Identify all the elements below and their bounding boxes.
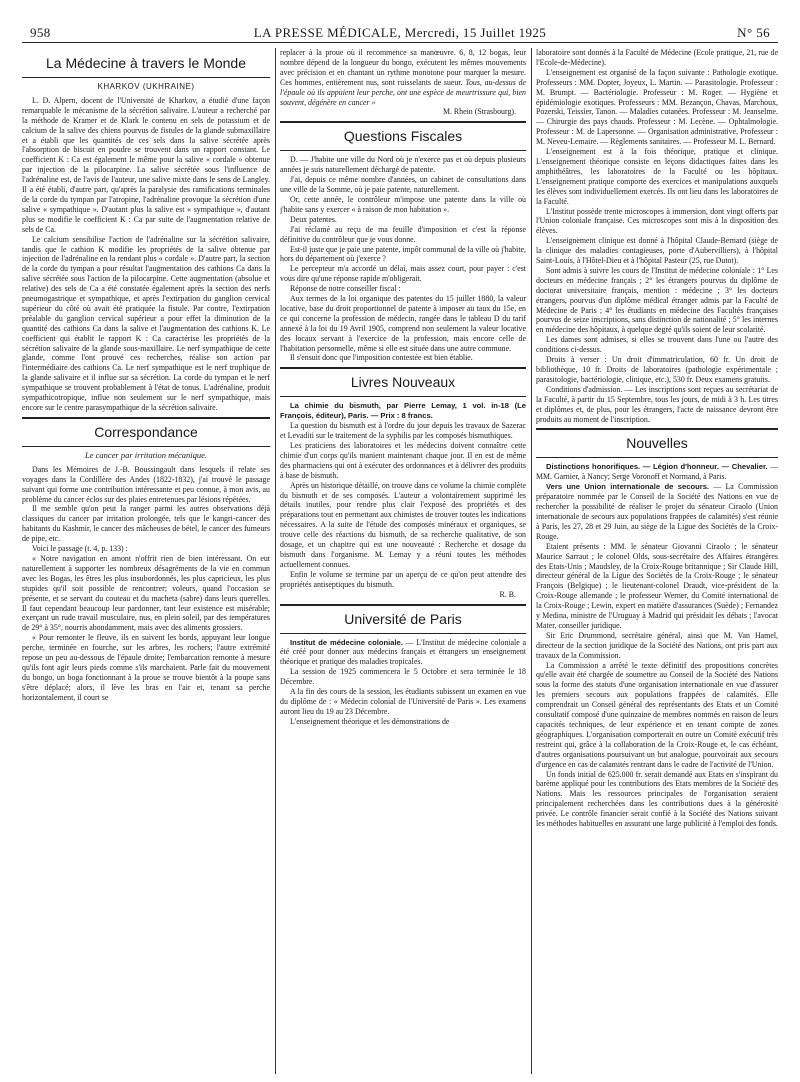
book-lead: La chimie du bismuth, par Pierre Lemay, 1 vol. in-18 (Le François, éditeur), Paris. — Prix : 8 francs. [280,401,526,421]
lead-text: — MM. Garnier, à Nancy; Serge Voronoff et Normand, à Paris. [536,462,778,482]
paragraph [536,482,778,541]
section-title-livres: Livres Nouveaux [280,367,526,397]
paragraph: Droits à verser : Un droit d'immatriculation, 60 fr. Un droit de bibliothèque, 10 fr. Droits de laboratoires (pathologie expérimentale ; parasitologie, bactériologie, clinique, etc.), 530 fr. Deux examens gratuits. [536,355,778,384]
signature: M. Rhein (Strasbourg). [442,107,516,117]
paragraph: D. — J'habite une ville du Nord où je n'exerce pas et où depuis plusieurs années je suis naturellement déchargé de patente. [280,155,526,175]
page-number: 958 [30,25,51,40]
paragraph: L. D. Alpern, docent de l'Université de Kharkov, a étudié d'une façon remarquable le mécanisme de la sécrétion salivaire. L'auteur a recherché par la méthode de Kramer et de Klark le contenu en sels de potassium et de calcium de la salive des chiens pourvus de fistules de la glande submaxillaire et a établi que les quantités de ces sels dans la salive sécrétée après l'absorption de biscuit en poudre se trouvent dans un rapport constant. Le coefficient K : Ca est également le même pour la salive « cordale » obtenue par injection de la pilocarpine. La salive sécrétée sous l'influence de l'adrénaline est, de l'avis de l'auteur, une salive mixte dans le sens de Langley. Il a été établi, d'autre part, qu'après la paralysie des ramifications terminales de la corde du tympan par l'atropine, l'adrénaline provoque la sécrétion d'une salive « sympathique ». D'autant plus la salive est « sympathique », d'autant plus se modifie le coefficient K : Ca par suite de l'augmentation relative de sels de Ca. [22,95,270,234]
lead-bold: Distinctions honorifiques. — Légion d'honneur. — Chevalier. [546,462,768,472]
paragraph: Dans les Mémoires de J.-B. Boussingault dans lesquels il relate ses voyages dans la Cordillère des Andes (1822-1832), j'ai trouvé le passage suivant qui forme une contribution intéressante et peu connue, à mon avis, au problème du cancer éclos sur des plaies entretenues par lésions répétées. [22,464,270,504]
paragraph: Sir Eric Drummond, secrétaire général, ainsi que M. Van Hamel, directeur de la section juridique de la Société des Nations, ont pris part aux travaux de la Commission. [536,630,778,660]
paragraph: L'enseignement est organisé de la façon suivante : Pathologie exotique. Professeurs : MM. Dopter, Joyeux, L. Martin. — Parasitologie. Professeur : M. Brumpt. — Bactériologie. Professeur : M. Roger. — Hygiène et épidémiologie exotiques. Professeurs : MM. Bezançon, Chavas, Marchoux, Pozerski, Teissier, Tanon. — Maladies cutanées. Professeur : M. Jeanselme. — Chirurgie des pays chauds. Professeur : M. Lecène. — Ophtalmologie. Professeur : M. de Lapersonne. — Organisation administrative. Professeur : M. Neveu-Lemaire. — Règlements sanitaires. — Professeur M. L. Bernard. [536,67,778,147]
paragraph [536,462,778,482]
paragraph: « Notre navigation en amont n'offrit rien de bien intéressant. On eut naturellement à supporter les nombreux désagréments de la vie en commun avec les Bogas, les êtres les plus insubordonnés, les plus capricieux, les plus stupides qu'il soit possible de rencontrer; voleurs, quand l'occasion se présente, et se servant du couteau et du macheta (sabre) dans leurs querelles. Il faut cependant beaucoup leur pardonner, tant leur existence est misérable; exerçant un rude travail musculaire, nus, en plein soleil, par des températures de 29° à 35°, nourris abondamment, mais avec des aliments grossiers. [22,553,270,633]
column-divider [531,48,532,1074]
paragraph: Sont admis à suivre les cours de l'Institut de médecine coloniale : 1° Les docteurs en médecine français ; 2° les étrangers pourvus du diplôme de doctorat universitaire français, mention : médecine ; 3° les docteurs étrangers, pourvus d'un diplôme médical étranger admis par la Faculté de Médecine de Paris ; 4° les étudiants en médecine des Facultés françaises pourvus de seize inscriptions, sans distinction de nationalité ; 5° les internes en médecine des hôpitaux, à quelque degré qu'ils soient de leur scolarité. [536,265,778,335]
paragraph: Est-il juste que je paie une patente, impôt communal de la ville où j'habite, hors du département où j'exerce ? [280,244,526,264]
columns [22,48,778,1074]
paragraph: J'ai réclamé au reçu de ma feuille d'imposition et c'est la réponse définitive du contrôleur que je vous donne. [280,224,526,244]
section-subtitle: KHARKOV (UKHRAINE) [97,82,195,91]
column-3 [536,48,778,1074]
lead-text: — La Commission préparatoire nommée par le Conseil de la Société des Nations en vue de rechercher la possibilité de réaliser le projet du sénateur Ciraolo (Union internationale de secours aux populations frappées de calamités) s'est réunie à Paris, les 27, 28 et 29 Juin, au siège de la Ligue des Sociétés de la Croix-Rouge. [536,482,778,541]
paragraph: L'Institut possède trente microscopes à immersion, dont vingt offerts par l'Union coloniale française. Ces microscopes sont mis à la disposition des élèves. [536,206,778,236]
lead-bold: Vers une Union internationale de secours. [546,482,710,492]
section-title-nouvelles: Nouvelles [536,428,778,458]
paragraph: Voici le passage (t. 4, p. 133) : [32,544,128,554]
paragraph: Les praticiens des laboratoires et les médecins doivent connaître cette chimie d'un corps qu'ils manient maintenant chaque jour. Il en est de même des pharmaciens qui ont à exécuter des ordonnances et à délivrer des produits à base de bismuth. [280,441,526,480]
column-1 [22,48,270,1074]
paragraph: Un fonds initial de 625.000 fr. serait demandé aux Etats en s'inspirant du barème appliqué pour les contributions des Etats membres de la Société des Nations. Mais les ressources principales de l'organisation seraient principalement recherchées dans les contributions dues à la générosité privée. Le contrôle financier serait confié à la Société des Nations suivant les méthodes habituelles en assurant une large publicité à l'emploi des fonds. [536,769,778,829]
paragraph: Enfin le volume se termine par un aperçu de ce qu'on peut attendre des propriétés antiseptiques du bismuth. [280,569,526,589]
section-title-medecine: La Médecine à travers le Monde [22,50,270,78]
paragraph: La session de 1925 commencera le 5 Octobre et sera terminée le 18 Décembre. [280,667,526,687]
paragraph: J'ai, depuis ce même nombre d'années, un cabinet de consultations dans une ville de la Somme, où je paie patente, naturellement. [280,175,526,195]
paragraph: Conditions d'admission. — Les inscriptions sont reçues au secrétariat de la Faculté, à partir du 15 Septembre, tous les jours, de midi à 3 h. Les titres et diplômes et, de plus, pour les étrangers, l'acte de naissance devront être produits au moment de l'inscription. [536,384,778,424]
paragraph: Il s'ensuit donc que l'imposition contestée est bien établie. [290,353,473,363]
paragraph: Le calcium sensibilise l'action de l'adrénaline sur la sécrétion salivaire, tandis que le cathion K modifie les propriétés de la salive obtenue par injection de l'adrénaline en la rendant plus « cordale ». D'autre part, la section de la corde du tympan a pour résultat l'augmentation des cathions Ca dans la salive sécrétée sous l'action de la pilocarpine. Cette augmentation (absolue et relative) des sels de Ca a été constatée également après la section des nerfs pneumogastrique et sympathique, et après l'extirpation du ganglion cervical supérieur du côté où avait été pratiquée la fistule. Par contre, l'extirpation préalable du ganglion cervical supérieur a pour effet la diminution de la quantité des cathions Ca dans la salive et l'augmentation des cathions K. Le coefficient qui établit le rapport K : Ca caractérise les propriétés de la sécrétion salivaire de la glande sous-maxillaire. Le nerf sympathique de cette glande, comme l'ont prouvé ces recherches, réalise son action par l'intermédiaire des cathions Ca. Le nerf sympathique est le nerf trophique de la glande salivaire et il influe sur sa sécrétion. La corde du tympan et le nerf sympathique se trouvent probablement à l'état de tonus. L'adrénaline, produit sympathicotropique, influe non seulement sur le nerf sympathique, mais encore sur le centre parasympathique de la sécrétion salivaire. [22,234,270,412]
paragraph: Le percepteur m'a accordé un délai, mais assez court, pour payer : c'est vous dire qu'une réponse rapide m'obligerait. [280,264,526,284]
paragraph [280,638,526,668]
page-header [22,22,778,43]
section-title-universite: Université de Paris [280,604,526,634]
column-2 [280,48,526,1074]
paragraph: A la fin des cours de la session, les étudiants subissent un examen en vue du diplôme de : « Médecin colonial de l'Université de Paris ». Les examens auront lieu du 19 au 23 Décembre. [280,687,526,716]
paragraph: Réponse de notre conseiller fiscal : [290,284,401,294]
paragraph: La question du bismuth est à l'ordre du jour depuis les travaux de Sazerac et Levaditi sur le traitement de la syphilis par les composés bismuthiques. [280,421,526,441]
continuation-text: replacer à la proue où il recommence sa manœuvre. 6, 8, 12 bogas, leur nombre dépend de la longueur du bongo, exécutent les mêmes mouvements avec précision et en chantant un rythme monotone pour marquer la mesure. Ces hommes, entièrement nus, sont ruisselants de sueur. [280,48,526,87]
section-subtitle: Le cancer par irritation mécanique. [84,449,208,460]
paragraph: Aux termes de la loi organique des patentes du 15 juillet 1880, la valeur locative, base du droit proportionnel de patente à imposer au taux du 15e, en ce qui concerne la profession de médecin, rangée dans le tableau D du tarif annexé à la loi du 19 Avril 1905, comprend non seulement la valeur locative des locaux servant à l'exercice de la profession, mais encore celle de l'habitation personnelle, même si elle est située dans une autre commune. [280,294,526,353]
journal-title: LA PRESSE MÉDICALE, Mercredi, 15 Juillet 1925 [253,25,547,40]
paragraph: laboratoire sont donnés à la Faculté de Médecine (Ecole pratique, 21, rue de l'Ecole-de-Médecine). [536,48,778,67]
lead-text: — L'Institut de médecine coloniale a été créé pour donner aux médecins français et étrangers un enseignement théorique et pratique des maladies tropicales. [280,637,526,667]
paragraph: Il me semble qu'on peut la ranger parmi les autres observations déjà classiques du cancer par irritation prolongée, tels que le kangri-cancer des habitants du Kashmir, le cancer des mâcheuses de bétel, le cancer des fumeurs de pipe, etc. [22,504,270,544]
paragraph: L'enseignement clinique est donné à l'hôpital Claude-Bernard (siège de la clinique des maladies contagieuses, porte d'Aubervilliers), à l'hôpital Saint-Louis, à l'Hôtel-Dieu et à l'hôpital Pasteur (25, rue Dutot). [536,236,778,266]
paragraph: L'enseignement est à la fois théorique, pratique et clinique. L'enseignement théorique consiste en leçons didactiques faites dans les amphithéâtres, les laboratoires de la Faculté ou les hôpitaux. L'enseignement pratique comporte des exercices et manipulations auxquels les élèves sont individuellement exercés. Ils ont lieu dans les laboratoires de la Faculté. [536,147,778,206]
paragraph: Etaient présents : MM. le sénateur Giovanni Ciraolo ; le sénateur Maurice Sarraut ; le colonel Olds, sous-secrétaire des Affaires étrangères des Etats-Unis ; Maudsley, de la Croix-Rouge britannique ; Sir Claude Hill, directeur général de la Ligue des Sociétés de la Croix-Rouge ; le sénateur François (Belgique) ; le lieutenant-colonel Draudt, vice-président de la Croix-Rouge allemande ; le professeur Werner, du Comité international de la Croix-Rouge ; Lewin, expert en matière d'assurances (Suède) ; Fernandez y Medina, ministre de l'Uruguay à Madrid qui présidait les débats ; l'avocat Mater, conseiller juridique. [536,541,778,630]
paragraph: La Commission a arrêté le texte définitif des propositions concrètes qu'elle avait été chargée de soumettre au Conseil de la Société des Nations sous la forme des statuts d'une organisation internationale en vue d'assurer les premiers secours aux populations frappées de calamités. Elle comprendrait un Conseil général des représentants des Etats et un Comité consultatif composé d'une quinzaine de membres nommés en raison de leurs capacités techniques, de leur expérience et en tenant compte de zones géographiques. L'organisation comporterait en outre un Comité exécutif très restreint qui, grâce à la collaboration de la Croix-Rouge et, le cas échéant, d'autres organisations poursuivant un but analogue, pourvoirait aux secours d'urgence en cas de calamités rentrant dans le cadre de l'activité de l'Union. [536,660,778,769]
paragraph: « Pour remonter le fleuve, ils en suivent les bords, appuyant leur longue perche, terminée en fourche, sur les arbres, les rochers; l'autre extrémité repose un peu au-dessous de l'épaule droite; l'embarcation remonte à mesure qu'ils font agir leurs pieds comme s'ils marchaient. Parle fait du mouvement du bongo, un boga fonctionnant à la proue se trouve bientôt à la poupe sans s'être déplacé; alors, il lève les bras en l'air et, tenant sa perche horizontalement, il court se [22,633,270,702]
section-title-correspondance: Correspondance [22,417,270,447]
paragraph: Deux patentes. [290,214,337,224]
paragraph: L'enseignement théorique et les démonstrations de [290,716,450,726]
lead-bold: Institut de médecine coloniale. [290,637,403,647]
signature: R. B. [499,589,516,599]
section-title-fiscales: Questions Fiscales [280,121,526,151]
issue-number: N° 56 [737,25,770,40]
column-divider [275,48,276,1074]
paragraph: Or, cette année, le contrôleur m'impose une patente dans la ville où j'habite sans y exercer « à raison de mon habitation ». [280,194,526,214]
paragraph [280,48,526,107]
paragraph: Après un historique détaillé, on trouve dans ce volume la chimie complète du bismuth et de ses composés. L'auteur a volontairement supprimé les détails inutiles, pour rendre plus clair l'exposé des propriétés et des préparations tout en permettant aux chimistes de trouver toutes les indications nécessaires. A la suite de l'étude des composés minéraux et organiques, se trouve celle des réactions du bismuth, de sa recherche qualitative, de son dosage, et un chapitre qui est une nouveauté : Recherche et dosage du bismuth dans l'organisme. M. Lemay y a réuni toutes les méthodes actuellement connues. [280,480,526,569]
paragraph: Les dames sont admises, si elles se trouvent dans l'une ou l'autre des conditions ci-dessus. [536,335,778,355]
continuation-italic: Tous, au-dessus de l'épaule où ils appuient leur perche, ont une espèce de meurtrissure qui, bien souvent, dégénère en cancer » [280,77,526,107]
